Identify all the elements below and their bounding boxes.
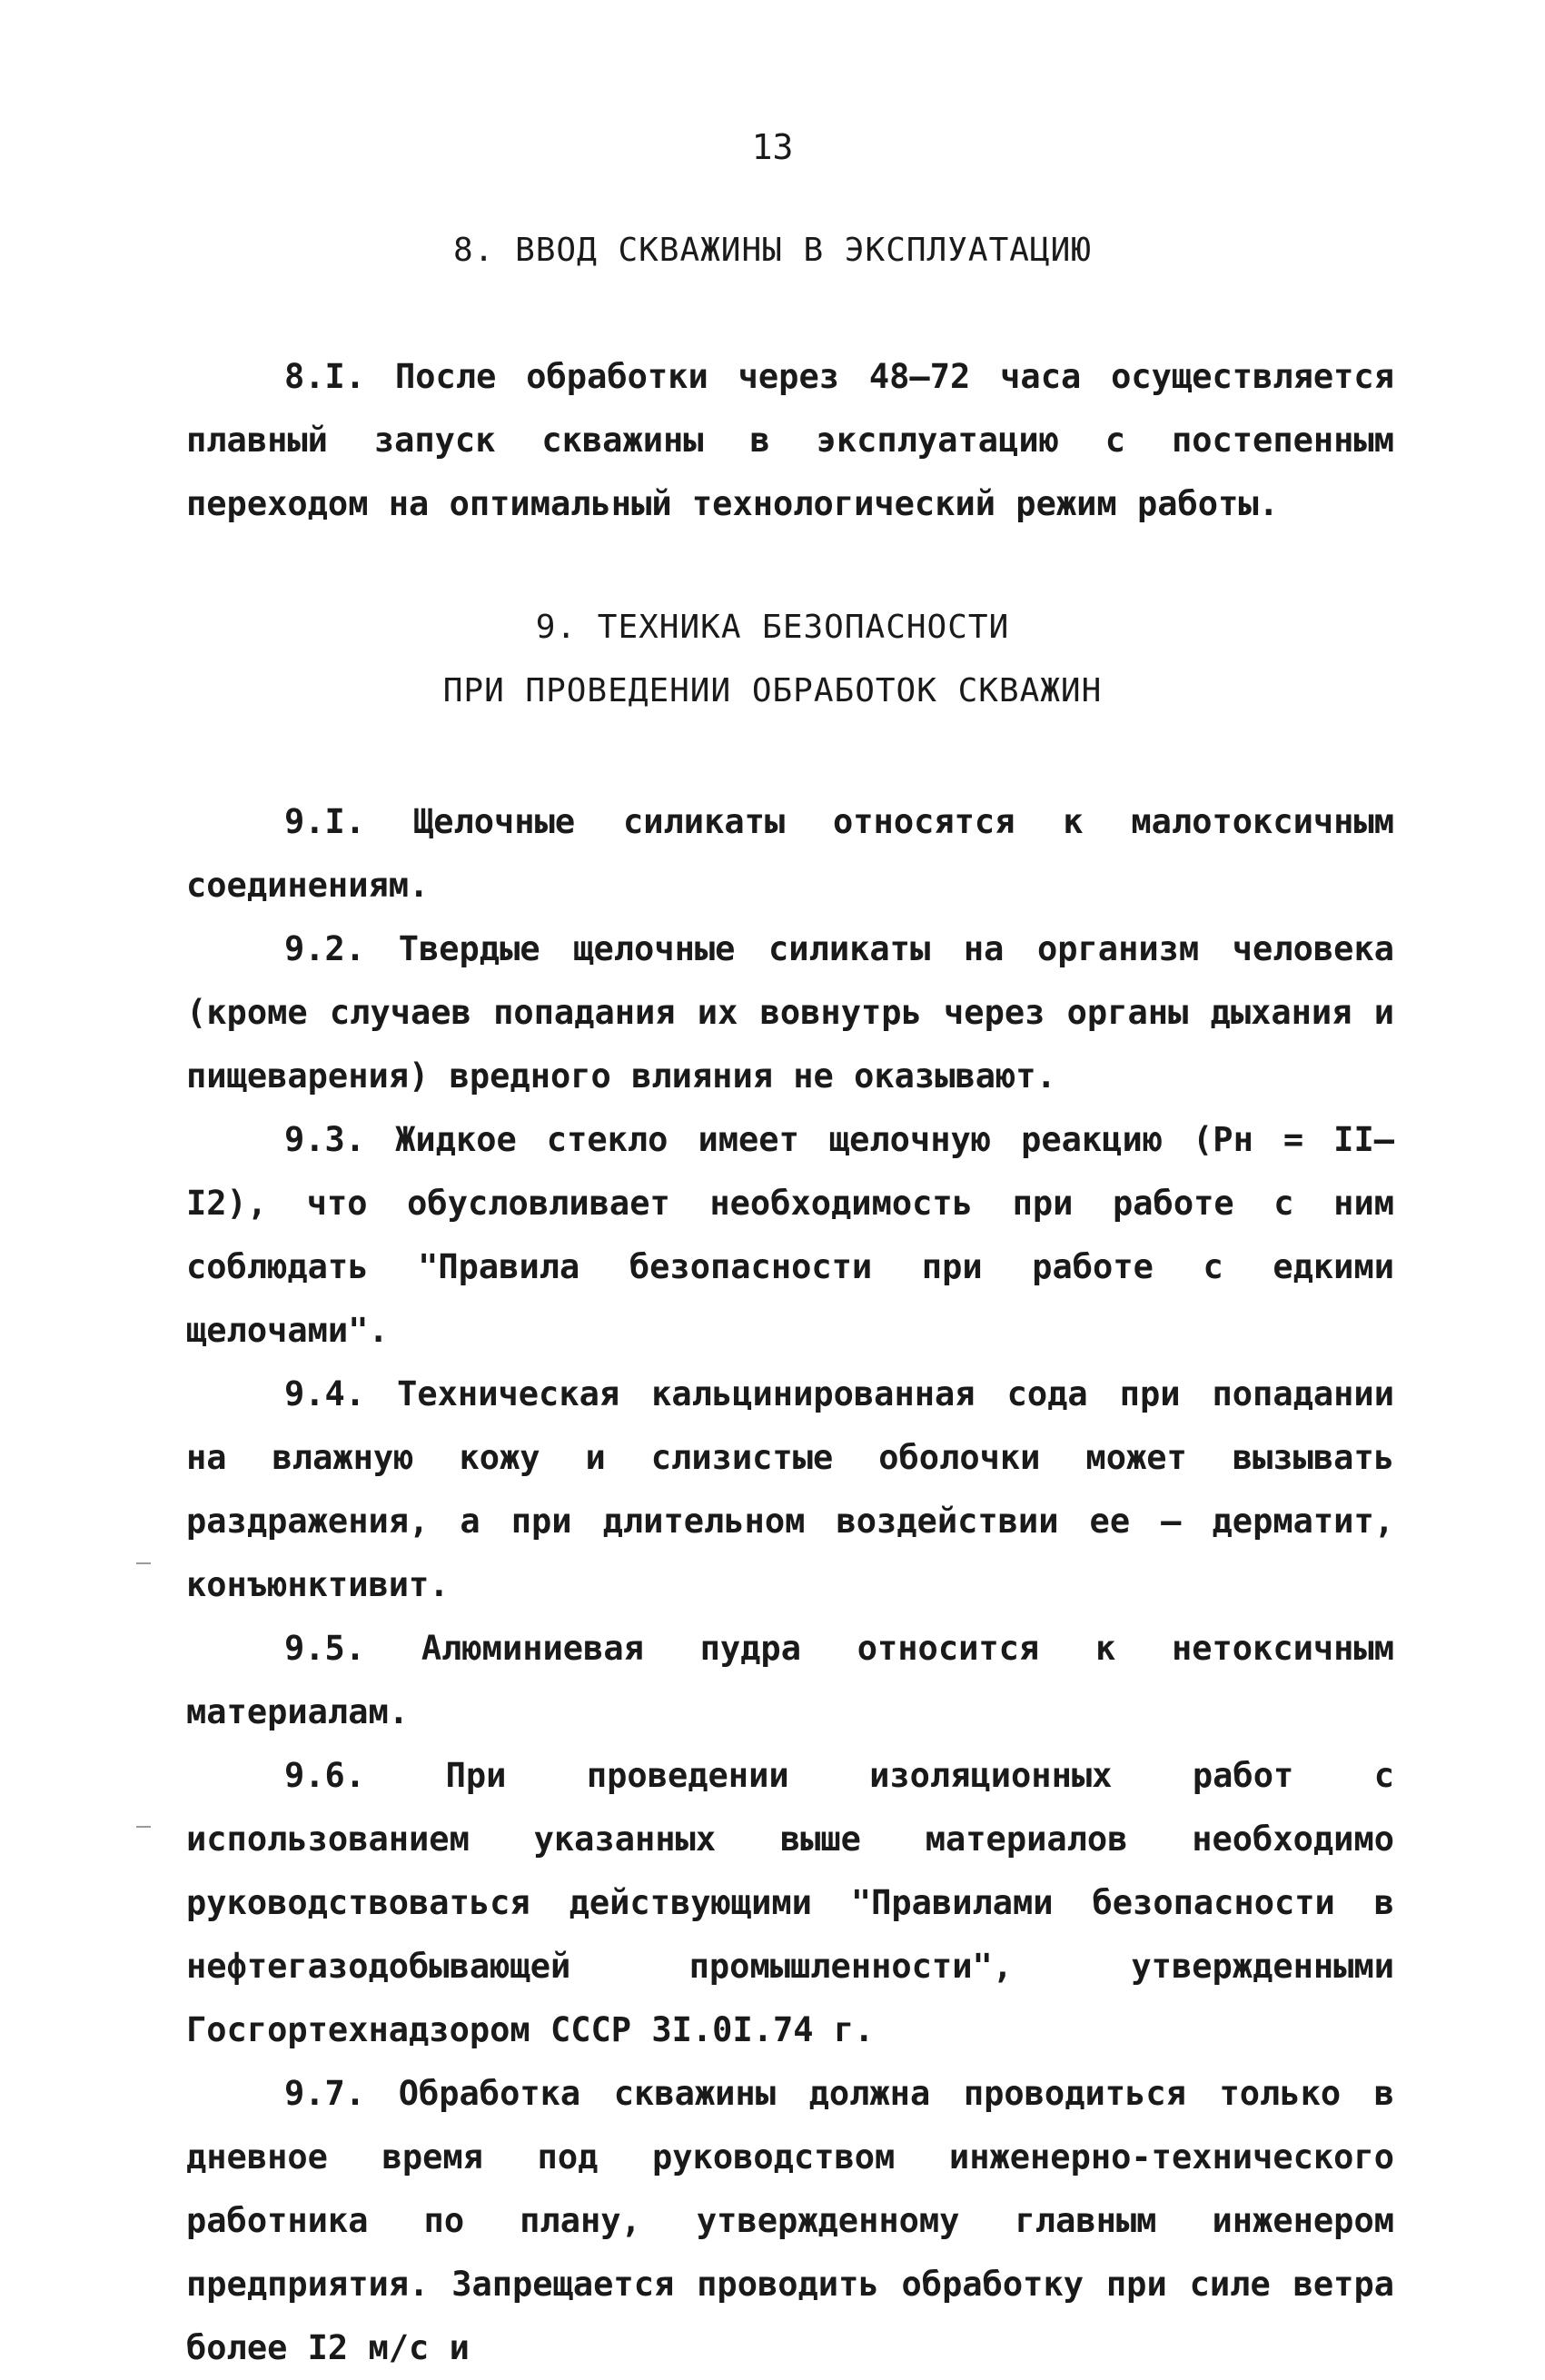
paragraph-9-6: 9.6. При проведении изоляционных работ с использованием указанных выше материалов необходимо руководствоваться действующими "Правилами безопасности в нефтегазодобывающей промышленности", утвержденными Госгортехнадзором СССР 3I.0I.74 г. [186,1756,1394,2049]
margin-mark [136,1562,151,1564]
paragraph-9-4: 9.4. Техническая кальцинированная сода при попадании на влажную кожу и слизистые оболочки может вызывать раздражения, а при длительном воздействии ее – дерматит, конъюнктивит. [186,1374,1394,1604]
section-9-body [186,790,1394,2380]
paragraph-8-1: 8.I. После обработки через 48–72 часа осуществляется плавный запуск скважины в эксплуатацию с постепенным переходом на оптимальный технологический режим работы. [186,357,1394,523]
paragraph-9-2: 9.2. Твердые щелочные силикаты на организм человека (кроме случаев попадания их вовнутрь через органы дыхания и пищеварения) вредного влияния не оказывают. [186,929,1394,1096]
section-9-heading-line-1: 9. ТЕХНИКА БЕЗОПАСНОСТИ [535,609,1010,646]
page-number: 13 [751,127,794,167]
margin-mark [136,1826,151,1828]
section-9-heading-line-2: ПРИ ПРОВЕДЕНИИ ОБРАБОТОК СКВАЖИН [442,672,1103,709]
paragraph-9-3: 9.3. Жидкое стекло имеет щелочную реакцию (Рн = II–I2), что обусловливает необходимость при работе с ним соблюдать "Правила безопасности при работе с едкими щелочами". [186,1120,1394,1350]
section-8-body [186,345,1394,536]
section-8-heading: 8. ВВОД СКВАЖИНЫ В ЭКСПЛУАТАЦИЮ [453,232,1092,269]
paragraph-9-7: 9.7. Обработка скважины должна проводиться только в дневное время под руководством инженерно-технического работника по плану, утвержденному главным инженером предприятия. Запрещается проводить обработку при силе ветра более I2 м/с и [186,2074,1394,2367]
paragraph-9-1: 9.I. Щелочные силикаты относятся к малотоксичным соединениям. [186,802,1394,905]
paragraph-9-5: 9.5. Алюминиевая пудра относится к нетоксичным материалам. [186,1629,1394,1731]
